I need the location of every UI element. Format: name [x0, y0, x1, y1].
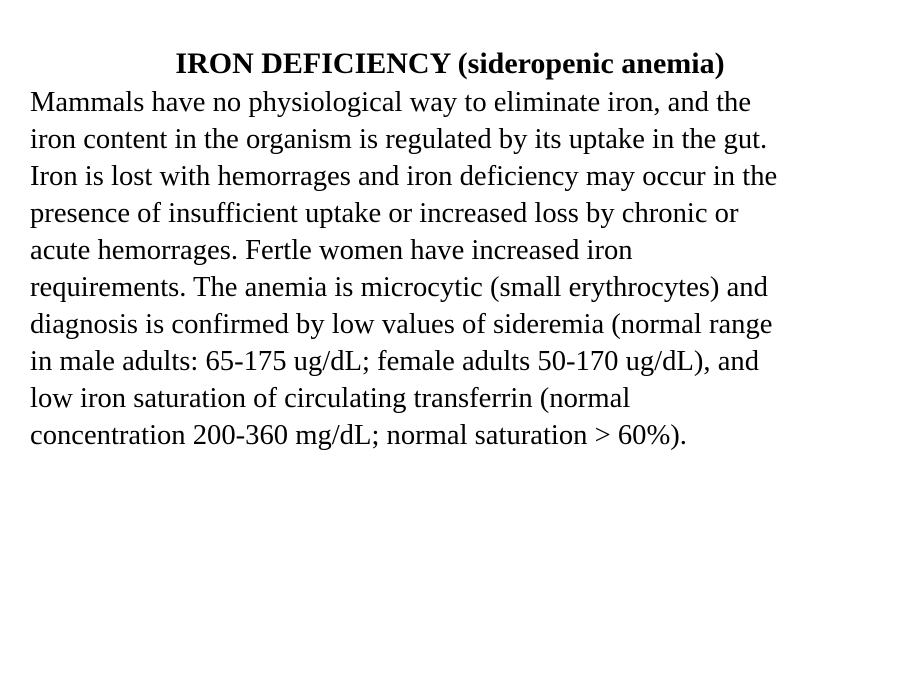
body-line: iron content in the organism is regulated by its uptake in the gut.	[30, 124, 768, 155]
body-line: Iron is lost with hemorrages and iron deficiency may occur in the	[30, 161, 778, 192]
body-line: diagnosis is confirmed by low values of sideremia (normal range	[30, 309, 773, 340]
body-line: presence of insufficient uptake or increased loss by chronic or	[30, 198, 739, 229]
body-line: requirements. The anemia is microcytic (small erythrocytes) and	[30, 272, 768, 303]
body-line: Mammals have no physiological way to eliminate iron, and the	[30, 87, 752, 118]
body-paragraph	[30, 84, 890, 454]
body-line: low iron saturation of circulating transferrin (normal	[30, 383, 631, 414]
body-line: acute hemorrages. Fertle women have increased iron	[30, 235, 633, 266]
slide-title: IRON DEFICIENCY (sideropenic anemia)	[175, 47, 725, 80]
body-line: concentration 200-360 mg/dL; normal saturation > 60%).	[30, 420, 687, 451]
body-line: in male adults: 65-175 ug/dL; female adults 50-170 ug/dL), and	[30, 346, 759, 377]
